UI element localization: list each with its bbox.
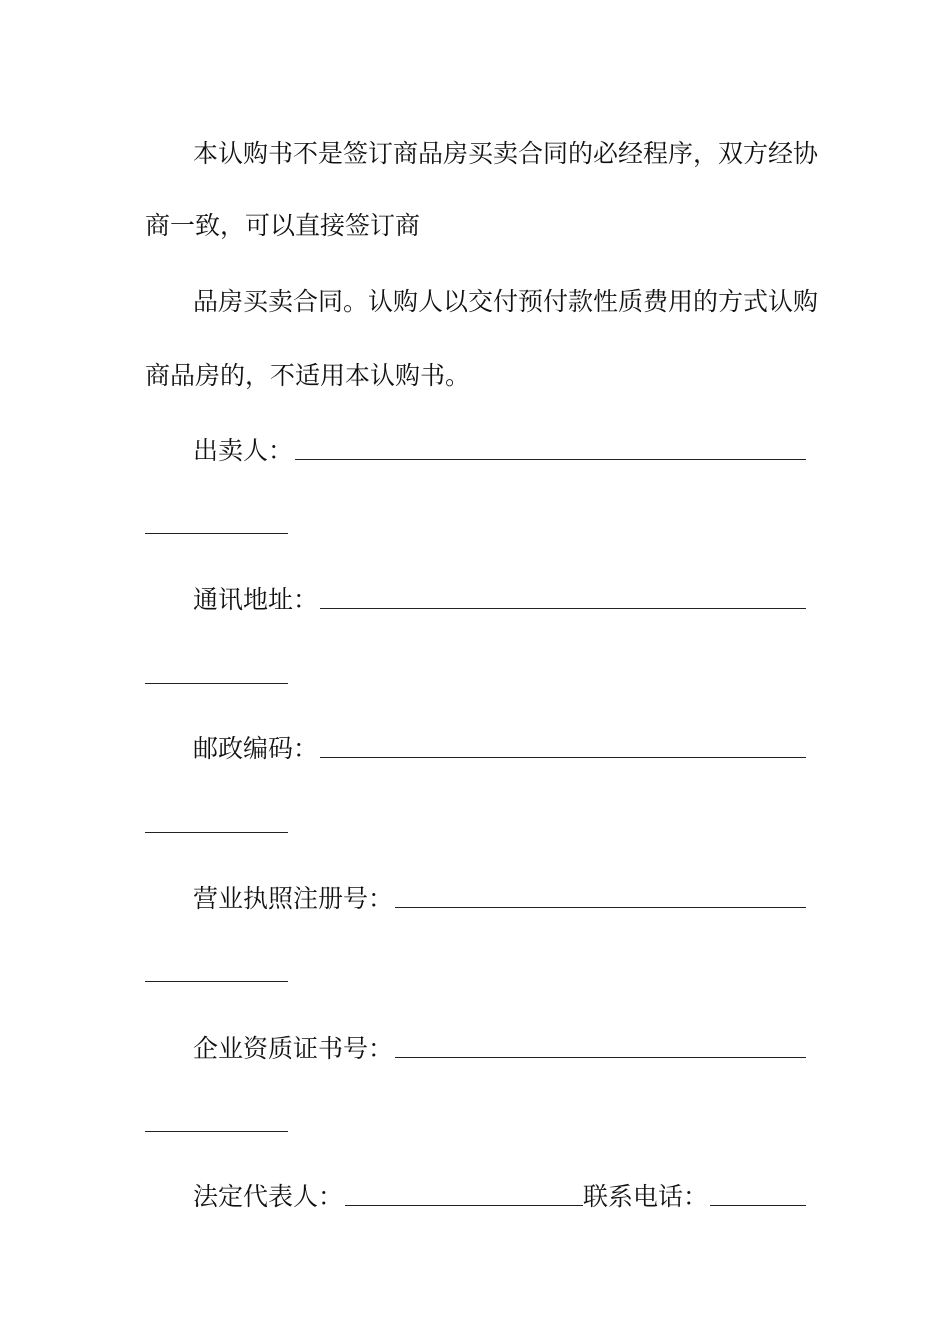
qualification-no-label: 企业资质证书号： [193, 1034, 394, 1063]
qualification-no-blank-continuation[interactable] [145, 1131, 288, 1132]
paragraph-line-3: 品房买卖合同。认购人以交付预付款性质费用的方式认购 [193, 287, 819, 316]
phone-blank[interactable] [710, 1204, 806, 1206]
seller-blank[interactable] [295, 458, 806, 460]
postal-code-label: 邮政编码： [193, 734, 319, 763]
license-no-blank[interactable] [395, 906, 806, 908]
paragraph-line-1: 本认购书不是签订商品房买卖合同的必经程序，双方经协 [193, 139, 819, 168]
license-no-blank-continuation[interactable] [145, 981, 288, 982]
legal-rep-phone-field [193, 1182, 806, 1212]
license-no-label: 营业执照注册号： [193, 884, 394, 913]
seller-blank-continuation[interactable] [145, 533, 288, 534]
license-no-field [193, 884, 806, 914]
qualification-no-field [193, 1034, 806, 1064]
legal-rep-label: 法定代表人： [193, 1182, 344, 1211]
phone-label: 联系电话： [583, 1182, 709, 1211]
legal-rep-blank[interactable] [345, 1204, 583, 1206]
postal-code-blank-continuation[interactable] [145, 832, 288, 833]
paragraph-line-4: 商品房的，不适用本认购书。 [145, 361, 471, 390]
postal-code-blank[interactable] [320, 756, 806, 758]
address-blank-continuation[interactable] [145, 683, 288, 684]
address-label: 通讯地址： [193, 585, 319, 614]
postal-code-field [193, 734, 806, 764]
seller-label: 出卖人： [193, 436, 294, 465]
address-blank[interactable] [320, 607, 806, 609]
qualification-no-blank[interactable] [395, 1056, 806, 1058]
address-field [193, 585, 806, 615]
paragraph-line-2: 商一致，可以直接签订商 [145, 211, 421, 240]
seller-field [193, 436, 806, 466]
